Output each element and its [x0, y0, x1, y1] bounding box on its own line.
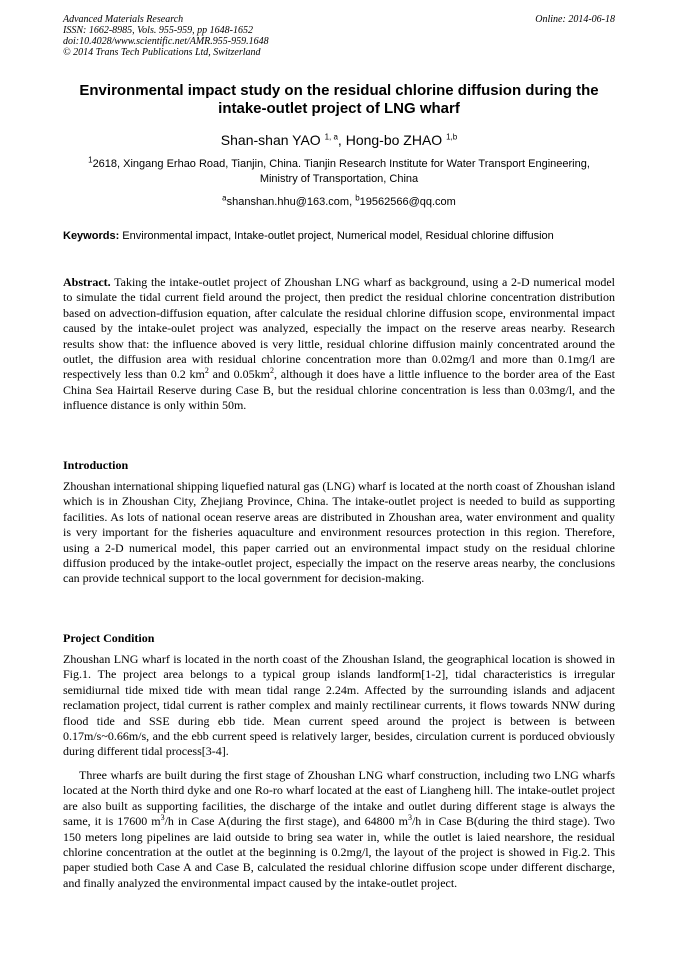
- author-affiliation-mark: 1, a: [324, 132, 338, 142]
- paragraph-text: /h in Case B(during the third stage). Two 150 meters long pipelines are laid outside to bring sea water in, while the outlet is laied nearshore, the residual chlorine concentration at the outlet at the beginning is 0.2mg/l, the layout of the project is showed in Fig.2. This paper studied both Case A and Case B, calculated the residual chlorine diffusion scope under different discharge, and finally analyzed the environmental impact caused by the intake-outlet project.: [63, 814, 615, 890]
- email-address[interactable]: 19562566@qq.com: [359, 196, 456, 208]
- affiliation: [80, 157, 598, 187]
- email-separator: ,: [349, 196, 356, 208]
- superscript: 2: [204, 366, 209, 376]
- abstract: [63, 275, 615, 414]
- affiliation-mark: 1: [88, 155, 93, 165]
- paragraph-text: /h in Case A(during the first stage), and 64800 m: [164, 814, 408, 829]
- issn-line: ISSN: 1662-8985, Vols. 955-959, pp 1648-1652: [63, 25, 253, 36]
- keywords: [63, 230, 615, 244]
- email-mark: a: [222, 193, 227, 203]
- email-mark: b: [355, 193, 360, 203]
- abstract-text: and 0.05km: [208, 367, 270, 382]
- project-condition-paragraph: Zhoushan LNG wharf is located in the north coast of the Zhoushan Island, the geographical location is showed in Fig.1. The project area belongs to a typical group islands landform[1-2], tidal characteristics is irregular semidiurnal tide mixed tide with mean tidal range 2.24m. Affected by the surrounding islands and adjacent reclamation project, tidal current is rather complex and mainly rectilinear currents, it flows towards NNW during flood tide and SSE during ebb tide. Mean current speed around the project is between is between 0.17m/s~0.66m/s, and the ebb current speed is relatively larger, besides, circulation current is porduced obviously during different tidal process[3-4].: [63, 652, 615, 759]
- keywords-label: Keywords:: [63, 230, 120, 242]
- project-condition-heading: Project Condition: [63, 631, 155, 645]
- superscript: 3: [160, 813, 165, 823]
- online-date: Online: 2014-06-18: [535, 14, 615, 25]
- project-condition-paragraph: [63, 768, 615, 891]
- abstract-text: , although it does have a little influence to the border area of the East China Sea Hairtail Reserve during Case B, but the residual chlorine concentration is less than 0.03mg/l, and the influence distance is only within 50m.: [63, 367, 615, 413]
- author-name: Hong-bo ZHAO: [345, 132, 443, 148]
- journal-header: [63, 14, 615, 58]
- author-affiliation-mark: 1,b: [446, 132, 458, 142]
- email-address[interactable]: shanshan.hhu@163.com: [226, 196, 350, 208]
- author-separator: ,: [337, 132, 346, 148]
- abstract-label: Abstract.: [63, 275, 111, 289]
- paper-title: Environmental impact study on the residual chlorine diffusion during the intake-outlet project of LNG wharf: [79, 82, 599, 117]
- abstract-text: Taking the intake-outlet project of Zhoushan LNG wharf as background, using a 2-D numerical model to simulate the tidal current field around the project, then predict the residual chlorine concentration distribution based on advection-diffusion equation, after calculate the residual chlorine diffusion scope, environmental impact caused by the intake-oulet project was analyzed, especially the impact on the reserve areas nearby. Research results show that: the influence aboved is very little, residual chlorine diffusion mainly concentrated around the outlet, the diffusion area with residual chlorine concentration more than 0.02mg/l and more than 0.1mg/l are respectively less than 0.2 km: [63, 275, 615, 382]
- affiliation-text: 2618, Xingang Erhao Road, Tianjin, China. Tianjin Research Institute for Water Transport Engineering, Ministry of Transportation, China: [92, 158, 590, 185]
- superscript: 2: [269, 366, 274, 376]
- author-name: Shan-shan YAO: [220, 132, 321, 148]
- introduction-paragraph: Zhoushan international shipping liquefied natural gas (LNG) wharf is located at the north coast of Zhoushan island which is in Zhoushan City, Zhejiang Province, China. The intake-outlet project is needed to build as supporting facilities. As lots of national ocean reserve areas are distributed in Zhoushan area, water environment and quality is very important for the fisheries aquaculture and environment resources protection in this region. Therefore, using a 2-D numerical model, this paper carried out an environmental impact study on the residual chlorine diffusion produced by the intake-outlet project, especially the impact on the reserve areas nearby, the conclusions can provide technical support to the local government for decision-making.: [63, 479, 615, 586]
- paragraph-text: Three wharfs are built during the first stage of Zhoushan LNG wharf construction, including two LNG wharfs located at the North third dyke and one Ro-ro wharf located at the east of Liangheng hill. The intake-outlet project are also built as supporting facilities, the discharge of the intake and outlet during different stage is always the same, it is 17600 m: [63, 768, 615, 829]
- keywords-text: Environmental impact, Intake-outlet project, Numerical model, Residual chlorine diffusion: [119, 230, 554, 242]
- introduction-heading: Introduction: [63, 458, 129, 472]
- doi-line: doi:10.4028/www.scientific.net/AMR.955-959.1648: [63, 36, 269, 47]
- superscript: 3: [407, 813, 412, 823]
- journal-name: Advanced Materials Research: [63, 14, 184, 25]
- author-emails: [63, 195, 615, 210]
- author-list: [63, 131, 615, 149]
- copyright-line: © 2014 Trans Tech Publications Ltd, Switzerland: [63, 47, 261, 58]
